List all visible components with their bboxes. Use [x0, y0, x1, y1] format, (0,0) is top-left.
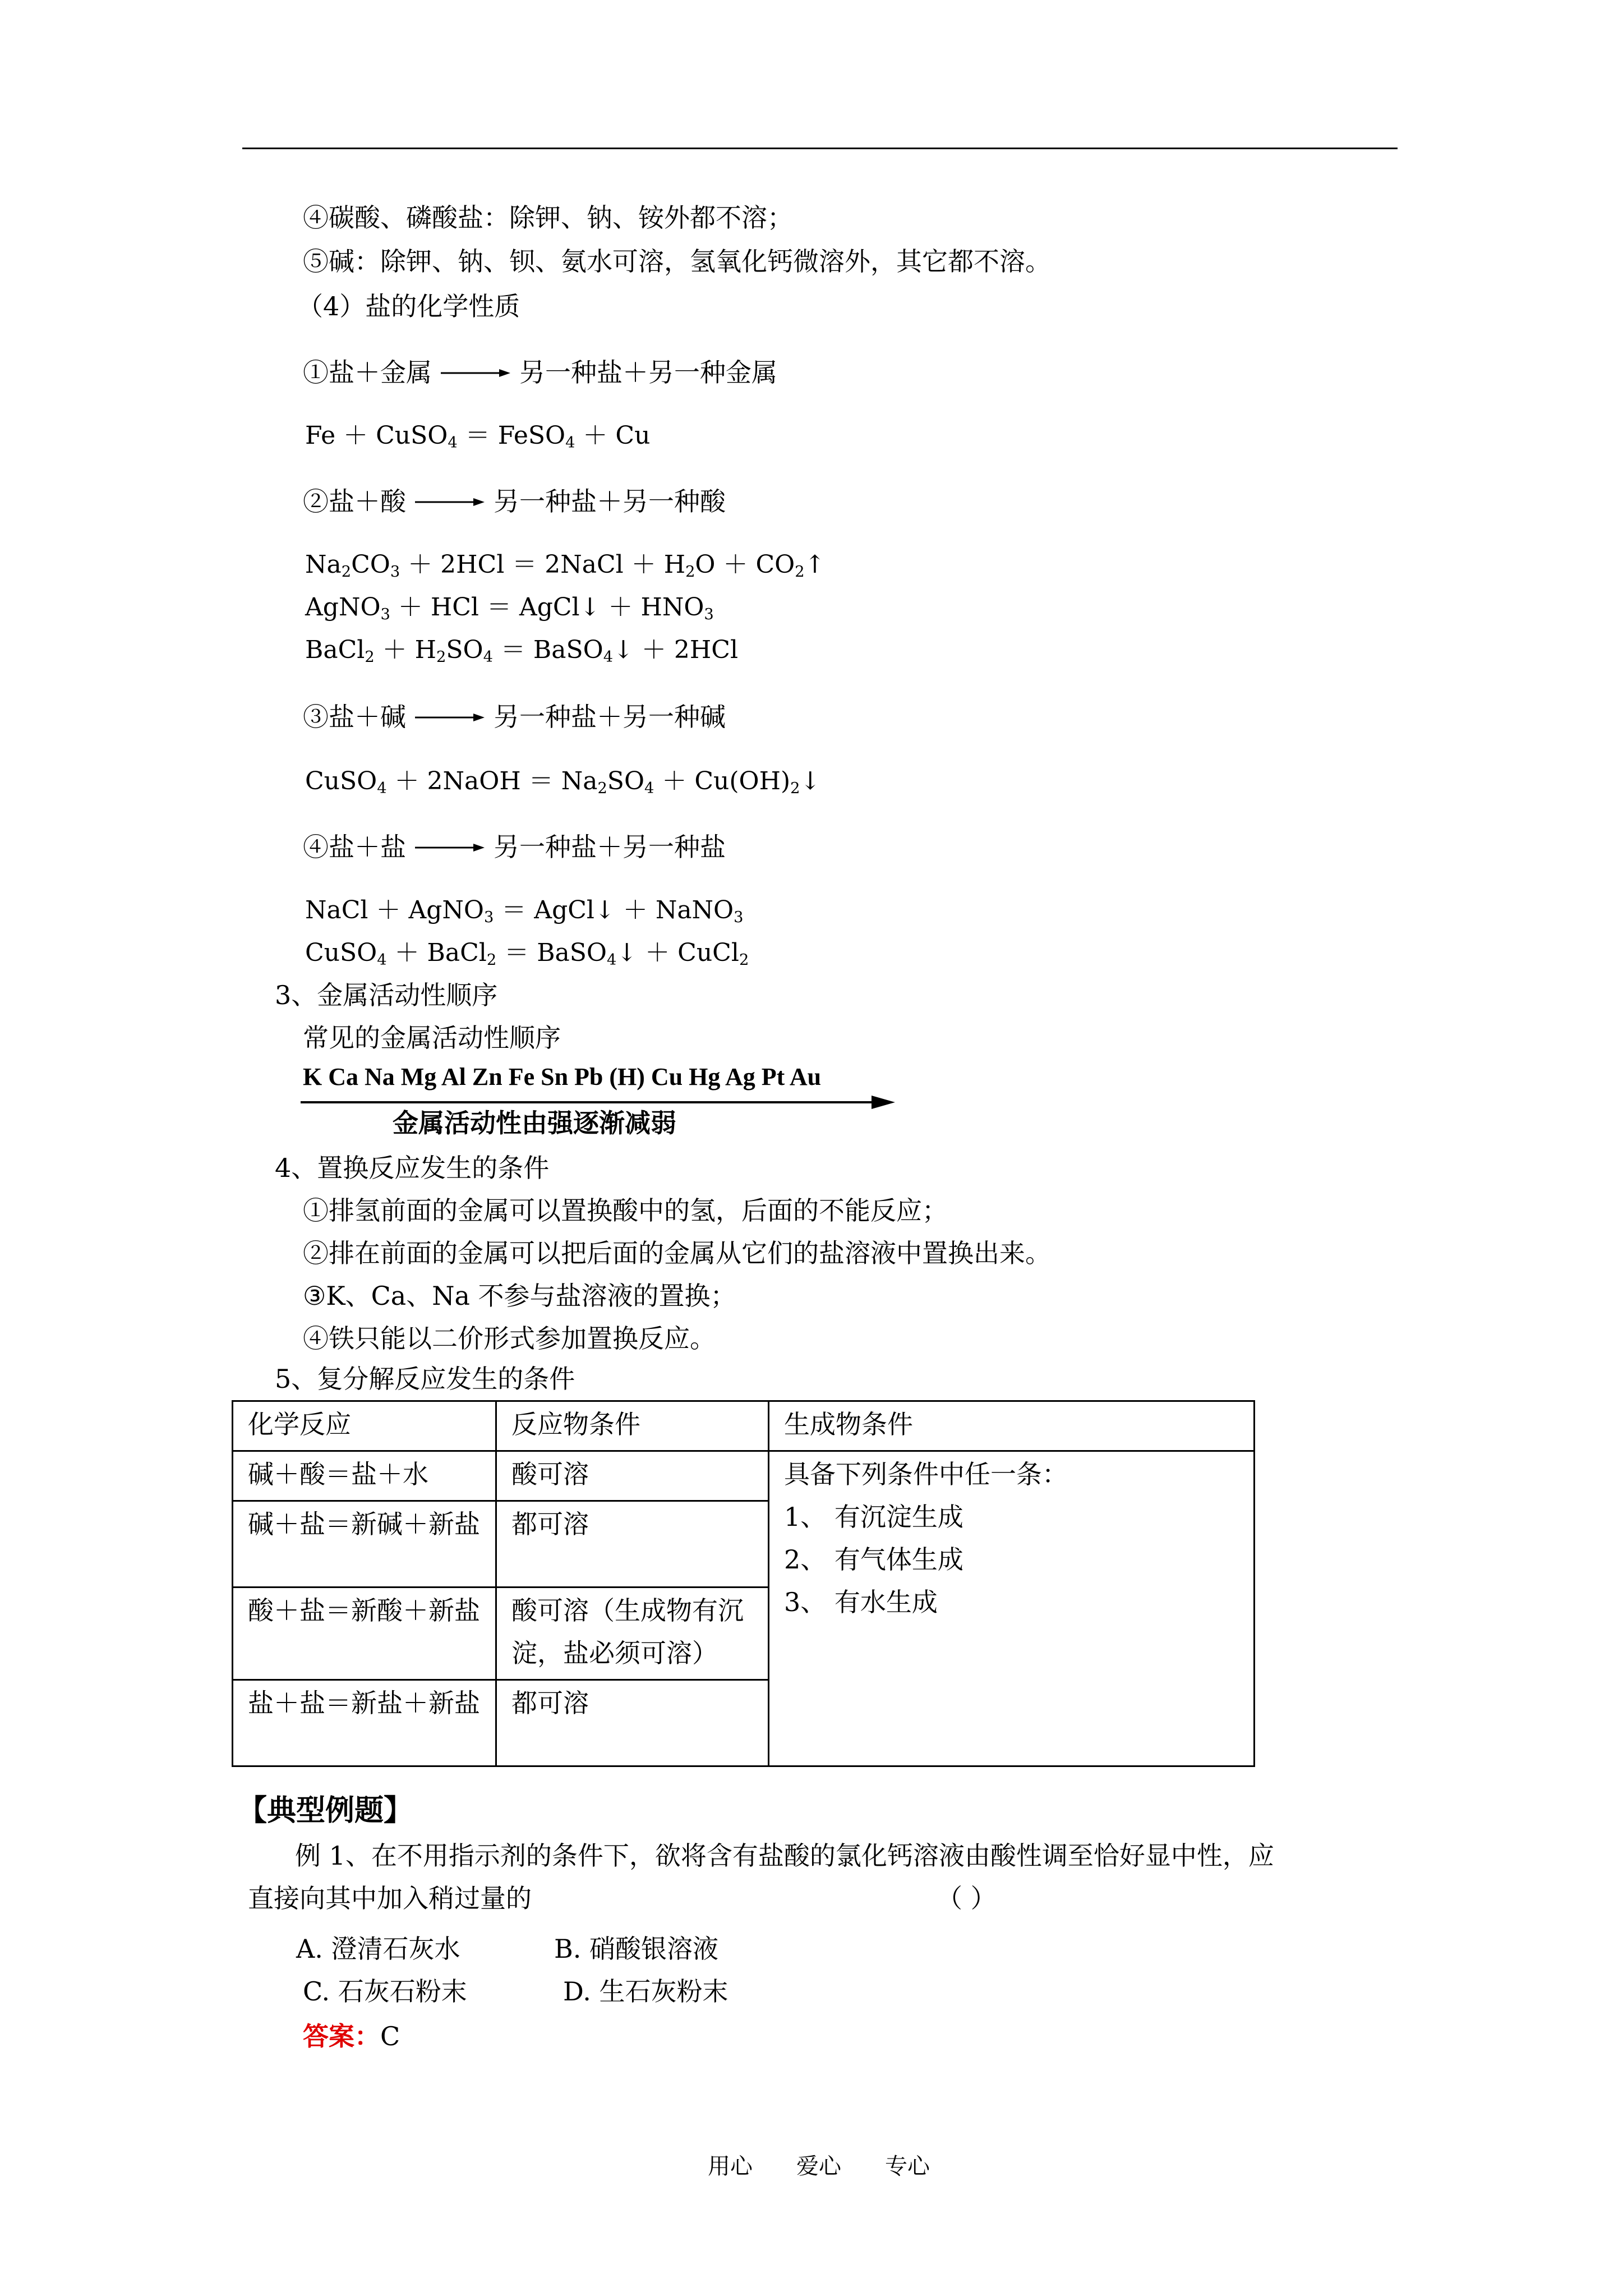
answer-line: [303, 2015, 400, 2058]
option-c[interactable]: C. 石灰石粉末: [303, 1976, 467, 2007]
footer-word: 用心: [708, 2154, 753, 2179]
rule-right: 另一种盐＋另一种酸: [494, 486, 726, 517]
displacement-title: 4、置换反应发生的条件: [275, 1153, 550, 1183]
answer-value: C: [380, 2021, 400, 2051]
answer-label: 答案：: [303, 2021, 380, 2051]
table-row: [233, 1451, 1255, 1501]
displacement-item: ③K、Ca、Na 不参与盐溶液的置换；: [303, 1281, 736, 1311]
header-rule: [242, 148, 1398, 149]
right-arrow-icon: [415, 712, 485, 723]
option-b[interactable]: B. 硝酸银溶液: [554, 1934, 719, 1964]
right-arrow-icon: [415, 843, 485, 853]
equation-bacl2-h2so4: BaCl$_2$ ＋ $H_2SO_4$ ＝ BaSO$_4$↓ ＋ 2HCl: [305, 636, 739, 666]
reaction-rule-salt-base: [303, 696, 726, 738]
reactant-cell: 都可溶: [496, 1501, 769, 1588]
page-footer: [708, 2150, 930, 2183]
reaction-cell: 碱＋酸＝盐＋水: [233, 1451, 496, 1501]
metal-activity-title: 3、金属活动性顺序: [275, 980, 498, 1010]
header-cell: 化学反应: [233, 1401, 496, 1451]
table-header-row: [233, 1401, 1255, 1451]
option-a[interactable]: A. 澄清石灰水: [296, 1934, 460, 1964]
product-condition-item: 3、 有水生成: [784, 1587, 938, 1617]
product-condition-intro: 具备下列条件中任一条：: [784, 1459, 1068, 1489]
salt-properties-title: （4）盐的化学性质: [297, 291, 520, 321]
rule-left: ③盐＋碱: [303, 702, 406, 732]
displacement-item: ②排在前面的金属可以把后面的金属从它们的盐溶液中置换出来。: [303, 1238, 1051, 1268]
double-decomp-title: 5、复分解反应发生的条件: [275, 1364, 575, 1394]
equation-fe-cuso4: Fe ＋ CuSO$_4$ ＝ FeSO$_4$ ＋ Cu: [305, 421, 651, 452]
reaction-rule-salt-metal: [303, 351, 777, 394]
rule-right: 另一种盐＋另一种金属: [519, 357, 777, 388]
header-cell: 反应物条件: [496, 1401, 769, 1451]
option-d[interactable]: D. 生石灰粉末: [563, 1976, 728, 2007]
equation-cuso4-naoh: CuSO$_4$ ＋ 2NaOH ＝ $Na_2SO_4$ ＋ $Cu(OH)_2↓$: [305, 767, 821, 797]
displacement-item: ①排氢前面的金属可以置换酸中的氢，后面的不能反应；: [303, 1195, 948, 1226]
reaction-rule-salt-salt: [303, 826, 726, 868]
solubility-rule-carbonate: ④碳酸、磷酸盐：除钾、钠、铵外都不溶；: [303, 203, 793, 233]
product-condition-item: 1、 有沉淀生成: [784, 1502, 963, 1532]
header-cell: 生成物条件: [769, 1401, 1255, 1451]
reaction-cell: 酸＋盐＝新酸＋新盐: [233, 1588, 496, 1680]
right-arrow-icon: [441, 368, 510, 378]
rule-left: ④盐＋盐: [303, 832, 406, 862]
metal-activity-subtitle: 常见的金属活动性顺序: [303, 1023, 561, 1053]
equation-cuso4-bacl2: CuSO$_4$ ＋ BaCl$_2$ ＝ BaSO$_4$↓ ＋ CuCl$_2$: [305, 938, 749, 969]
equation-agno3-hcl: AgNO$_3$ ＋ HCl ＝ AgCl↓ ＋ $HNO_3$: [305, 593, 714, 623]
rule-left: ①盐＋金属: [303, 357, 432, 388]
right-arrow-icon: [415, 497, 485, 507]
product-condition-item: 2、 有气体生成: [784, 1544, 963, 1575]
rule-right: 另一种盐＋另一种碱: [494, 702, 726, 732]
equation-na2co3-hcl: $Na_2CO_3 + 2HCl$ ＝ 2NaCl ＋ $H_2O$ ＋ $CO_2↑$: [305, 550, 826, 581]
rule-left: ②盐＋酸: [303, 486, 406, 517]
product-condition-cell: [769, 1451, 1255, 1766]
solubility-rule-base: ⑤碱：除钾、钠、钡、氨水可溶，氢氧化钙微溶外，其它都不溶。: [303, 246, 1051, 277]
equation-nacl-agno3: NaCl ＋ AgNO$_3$ ＝ AgCl↓ ＋ NaNO$_3$: [305, 896, 744, 926]
reactant-cell: 都可溶: [496, 1680, 769, 1766]
displacement-item: ④铁只能以二价形式参加置换反应。: [303, 1323, 716, 1354]
reactant-cell: 酸可溶: [496, 1451, 769, 1501]
rule-right: 另一种盐＋另一种盐: [494, 832, 726, 862]
double-decomp-table: [232, 1400, 1255, 1767]
metal-activity-caption: 金属活动性由强逐渐减弱: [393, 1108, 676, 1138]
footer-word: 爱心: [796, 2154, 841, 2179]
reaction-cell: 碱＋盐＝新碱＋新盐: [233, 1501, 496, 1588]
answer-blank: （ ）: [937, 1883, 997, 1913]
metal-activity-series: K Ca Na Mg Al Zn Fe Sn Pb (H) Cu Hg Ag Pt Au: [303, 1063, 822, 1091]
examples-heading: 【典型例题】: [238, 1793, 413, 1828]
footer-word: 专心: [885, 2154, 930, 2179]
reaction-rule-salt-acid: [303, 480, 726, 523]
reactant-cell: 酸可溶（生成物有沉淀，盐必须可溶）: [496, 1588, 769, 1680]
example-stem-line-1: 例 1、在不用指示剂的条件下，欲将含有盐酸的氯化钙溶液由酸性调至恰好显中性，应: [295, 1841, 1274, 1871]
reaction-cell: 盐＋盐＝新盐＋新盐: [233, 1680, 496, 1766]
example-stem-line-2: 直接向其中加入稍过量的: [248, 1883, 532, 1913]
